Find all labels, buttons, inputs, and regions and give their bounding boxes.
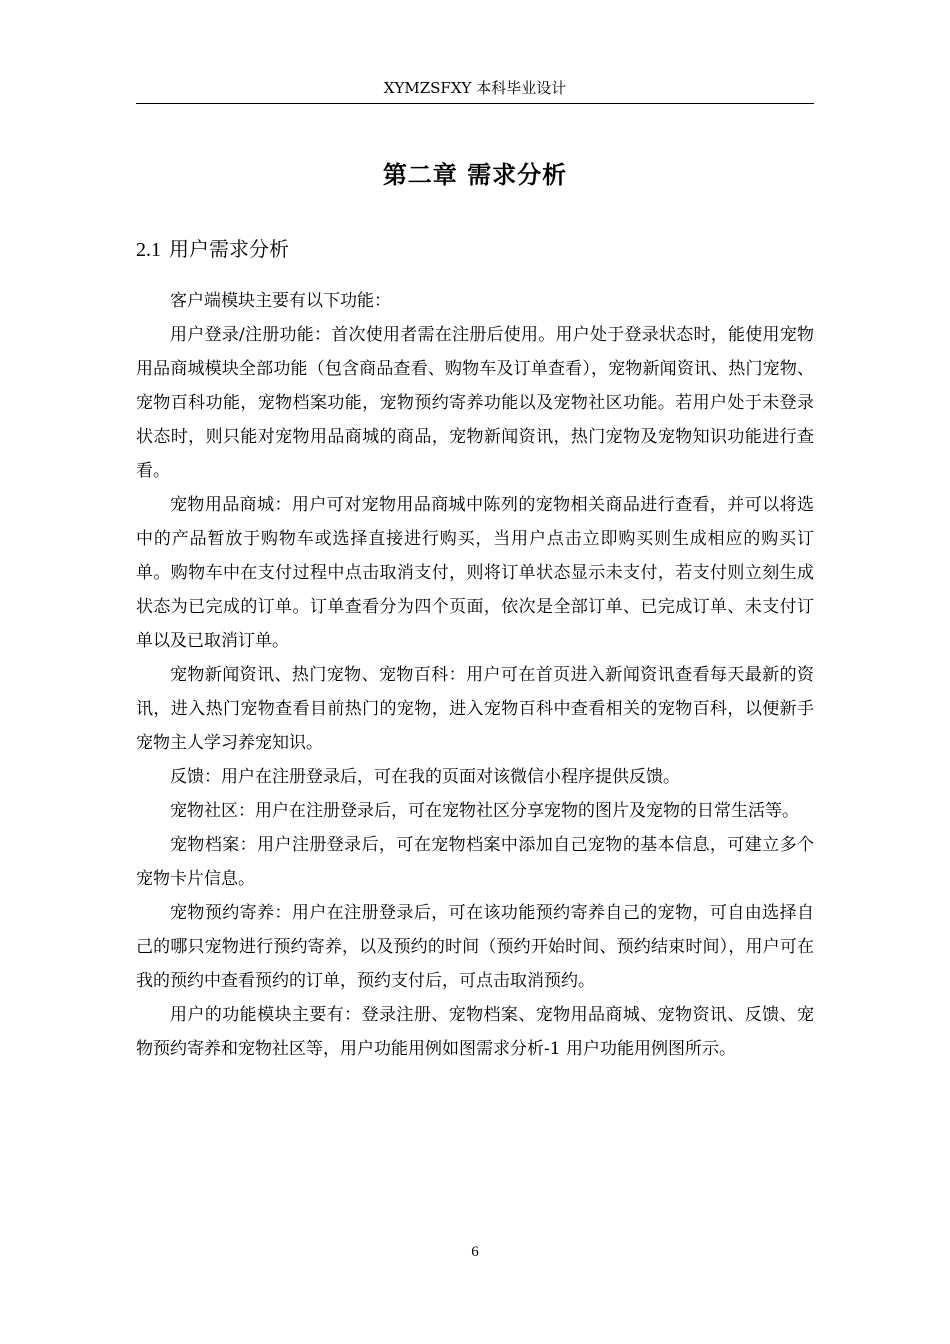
- body-text: [136, 284, 814, 1066]
- paragraph-intro: 客户端模块主要有以下功能：: [170, 291, 391, 311]
- paragraph-summary: 用户的功能模块主要有：登录注册、宠物档案、宠物用品商城、宠物资讯、反馈、宠物预约寄养和宠物社区等，用户功能用例如图需求分析-1 用户功能用例图所示。: [136, 1005, 814, 1059]
- section-title: 用户需求分析: [169, 237, 289, 261]
- paragraph-login-register: 用户登录/注册功能：首次使用者需在注册后使用。用户处于登录状态时，能使用宠物用品商城模块全部功能（包含商品查看、购物车及订单查看），宠物新闻资讯、热门宠物、宠物百科功能，宠物档案功能，宠物预约寄养功能以及宠物社区功能。若用户处于未登录状态时，则只能对宠物用品商城的商品，宠物新闻资讯，热门宠物及宠物知识功能进行查看。: [136, 325, 814, 481]
- paragraph-pet-profile: 宠物档案：用户注册登录后，可在宠物档案中添加自己宠物的基本信息，可建立多个宠物卡片信息。: [136, 835, 814, 889]
- paragraph-community: 宠物社区：用户在注册登录后，可在宠物社区分享宠物的图片及宠物的日常生活等。: [170, 801, 799, 821]
- section-number: 2.1: [136, 239, 161, 261]
- section-heading: [136, 234, 814, 265]
- paragraph-feedback: 反馈：用户在注册登录后，可在我的页面对该微信小程序提供反馈。: [170, 767, 680, 787]
- chapter-title: 第二章 需求分析: [382, 161, 568, 189]
- header-rule: [136, 103, 814, 104]
- paragraph-news-hot-wiki: 宠物新闻资讯、热门宠物、宠物百科：用户可在首页进入新闻资讯查看每天最新的资讯，进入热门宠物查看目前热门的宠物，进入宠物百科中查看相关的宠物百科，以便新手宠物主人学习养宠知识。: [136, 665, 814, 753]
- page-number: 6: [471, 1244, 479, 1260]
- paragraph-pet-store: 宠物用品商城：用户可对宠物用品商城中陈列的宠物相关商品进行查看，并可以将选中的产品暂放于购物车或选择直接进行购买，当用户点击立即购买则生成相应的购买订单。购物车中在支付过程中点击取消支付，则将订单状态显示未支付，若支付则立刻生成状态为已完成的订单。订单查看分为四个页面，依次是全部订单、已完成订单、未支付订单以及已取消订单。: [136, 495, 814, 651]
- running-header: XYMZSFXY 本科毕业设计: [383, 79, 567, 97]
- paragraph-boarding: 宠物预约寄养：用户在注册登录后，可在该功能预约寄养自己的宠物，可自由选择自己的哪只宠物进行预约寄养，以及预约的时间（预约开始时间、预约结束时间），用户可在我的预约中查看预约的订单，预约支付后，可点击取消预约。: [136, 903, 814, 991]
